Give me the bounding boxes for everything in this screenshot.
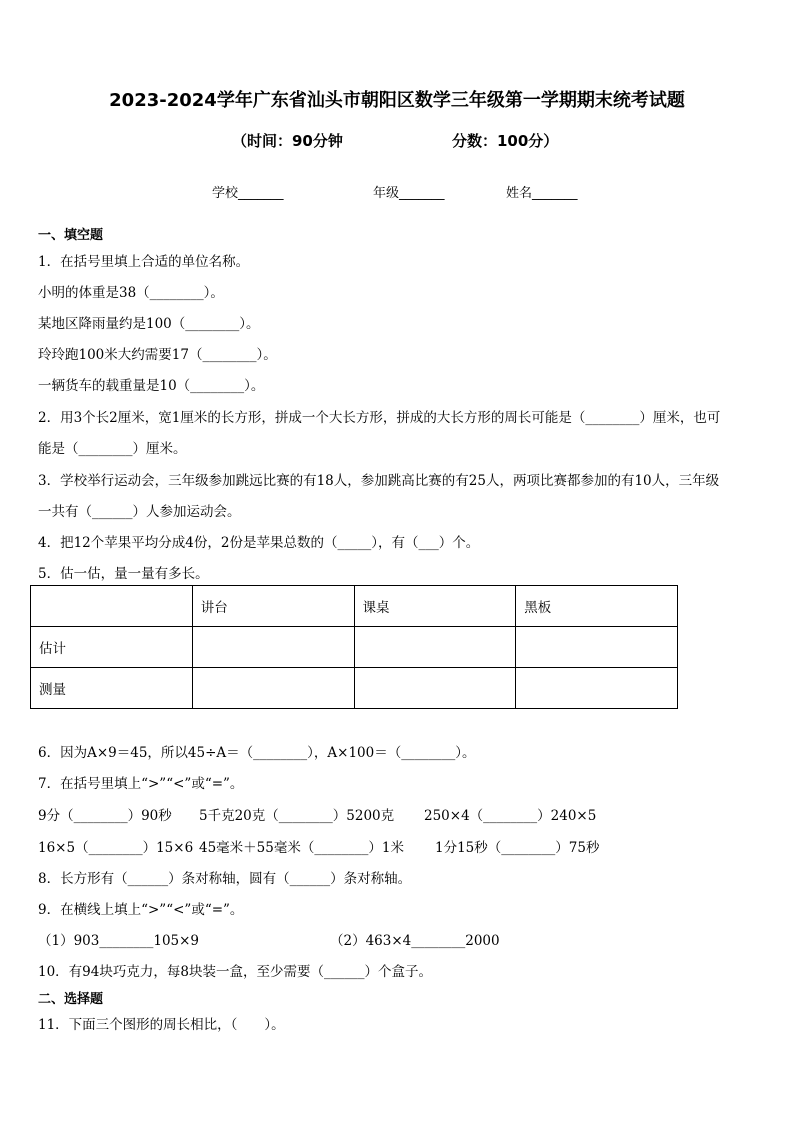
table-header-cell: 讲台: [192, 586, 354, 627]
name-field: 姓名_______: [506, 186, 578, 201]
table-header-cell: 黑板: [516, 586, 678, 627]
table-cell[interactable]: [354, 668, 516, 709]
table-cell[interactable]: [354, 627, 516, 668]
question-4: 4．把12个苹果平均分成4份，2份是苹果总数的（_____），有（___）个。: [38, 535, 480, 551]
table-row: [31, 668, 678, 709]
question-7-item: 250×4（________）240×5: [424, 808, 597, 824]
table-header-cell: 课桌: [354, 586, 516, 627]
table-cell[interactable]: [192, 627, 354, 668]
question-6: 6．因为A×9＝45，所以45÷A＝（________），A×100＝（________）。: [38, 745, 476, 761]
question-3-line-1: 3．学校举行运动会，三年级参加跳远比赛的有18人，参加跳高比赛的有25人，两项比赛都参加的有10人，三年级: [38, 473, 720, 489]
measurement-table: [30, 585, 678, 709]
table-row: [31, 627, 678, 668]
question-7-item: 16×5（________）15×6: [38, 840, 194, 856]
table-cell[interactable]: [192, 668, 354, 709]
grade-field: 年级_______: [373, 186, 445, 201]
question-10: 10．有94块巧克力，每8块装一盒，至少需要（______）个盒子。: [38, 964, 432, 980]
question-1-a: 小明的体重是38（________）。: [38, 285, 224, 301]
question-2-line-1: 2．用3个长2厘米，宽1厘米的长方形，拼成一个大长方形，拼成的大长方形的周长可能是（________）厘米，也可: [38, 410, 721, 426]
table-cell[interactable]: [516, 627, 678, 668]
table-row-label: 测量: [31, 668, 193, 709]
question-9: 9．在横线上填上“>”“<”或“=”。: [38, 902, 244, 918]
table-cell[interactable]: [516, 668, 678, 709]
exam-time: （时间：90分钟: [232, 132, 343, 150]
question-5: 5．估一估，量一量有多长。: [38, 566, 209, 582]
school-field: 学校_______: [212, 186, 284, 201]
question-1-c: 玲玲跑100米大约需要17（________）。: [38, 347, 277, 363]
table-row-label: 估计: [31, 627, 193, 668]
question-11: 11．下面三个图形的周长相比，（ ）。: [38, 1017, 285, 1033]
question-7-item: 1分15秒（________）75秒: [435, 840, 600, 856]
section-fill-blank-heading: 一、填空题: [38, 228, 104, 243]
question-2-line-2: 能是（________）厘米。: [38, 441, 187, 457]
question-7-item: 9分（________）90秒: [38, 808, 172, 824]
question-1-d: 一辆货车的载重量是10（________）。: [38, 378, 265, 394]
table-header-row: [31, 586, 678, 627]
exam-score: 分数：100分）: [452, 132, 559, 150]
table-header-cell: [31, 586, 193, 627]
question-9-b: （2）463×4________2000: [330, 933, 500, 949]
question-1-b: 某地区降雨量约是100（________）。: [38, 316, 260, 332]
question-1: 1．在括号里填上合适的单位名称。: [38, 254, 250, 270]
section-choice-heading: 二、选择题: [38, 992, 104, 1007]
question-7-item: 5千克20克（________）5200克: [199, 808, 395, 824]
page-title: 2023-2024学年广东省汕头市朝阳区数学三年级第一学期期末统考试题: [109, 90, 685, 111]
question-9-a: （1）903________105×9: [38, 933, 200, 949]
question-7-item: 45毫米＋55毫米（________）1米: [199, 840, 404, 856]
question-8: 8．长方形有（______）条对称轴，圆有（______）条对称轴。: [38, 871, 412, 887]
question-7: 7．在括号里填上“>”“<”或“=”。: [38, 776, 244, 792]
question-3-line-2: 一共有（______）人参加运动会。: [38, 504, 241, 520]
